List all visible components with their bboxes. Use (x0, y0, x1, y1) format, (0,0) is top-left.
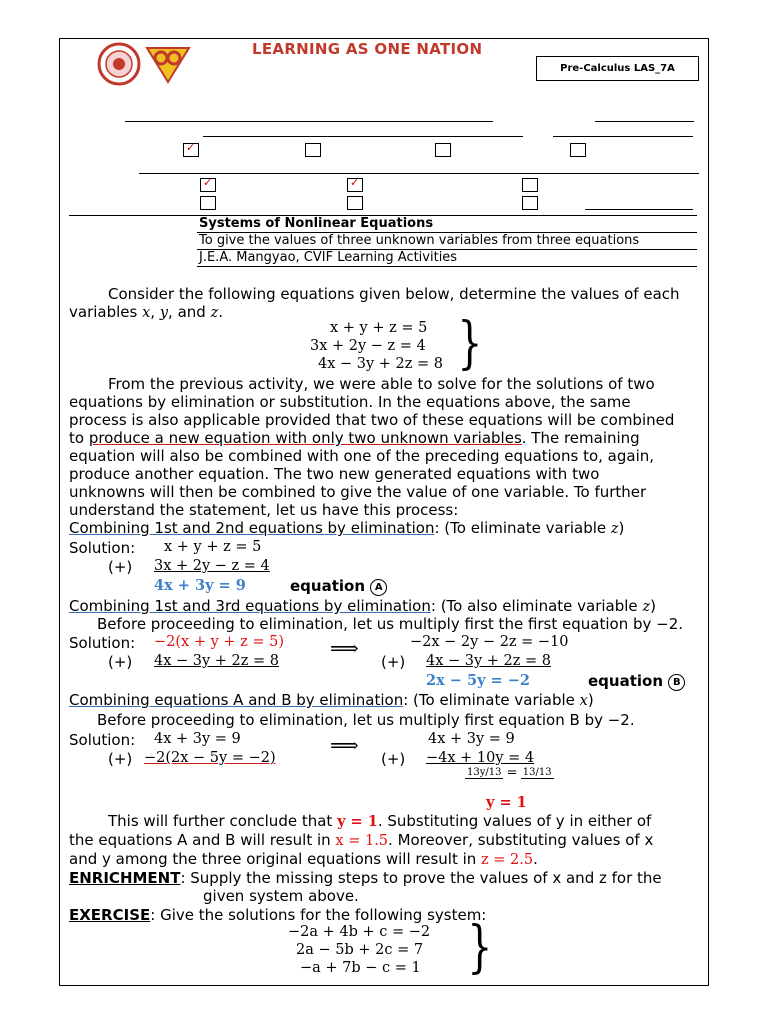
system-eq-3: 4x − 3y + 2z = 8 (318, 356, 444, 372)
intro-line-1: Consider the following equations given below, determine the values of each (108, 285, 680, 303)
exercise-brace: } (467, 915, 493, 980)
checkbox[interactable] (435, 143, 451, 157)
step2-plus-right: (+) (381, 653, 406, 671)
step3-left-2: −2(2x − 5y = −2) (144, 750, 276, 766)
form-line (553, 136, 693, 137)
topic-text: Systems of Nonlinear Equations (199, 216, 434, 231)
step3-result: y = 1 (486, 794, 527, 811)
step3-left-1: 4x + 3y = 9 (154, 731, 241, 747)
para2-line-8: understand the statement, let us have this process: (69, 501, 459, 519)
checkbox[interactable] (305, 143, 321, 157)
step1-result: 4x + 3y = 9 (154, 577, 246, 594)
step1-result-label: equation A (290, 577, 387, 596)
exercise-line: EXERCISE: Give the solutions for the following system: (69, 906, 487, 924)
checkbox[interactable] (347, 178, 363, 192)
info-line (197, 266, 697, 267)
step2-solution-label: Solution: (69, 634, 136, 652)
para2-line-4: to produce a new equation with only two unknown variables. The remaining (69, 429, 640, 447)
step3-right-2: −4x + 10y = 4 (426, 750, 535, 766)
step2-heading: Combining 1st and 3rd equations by elimination: (To also eliminate variable z) (69, 597, 656, 615)
para2-line-7: unknowns will then be combined to give the value of one variable. To further (69, 483, 647, 501)
exercise-eq-1: −2a + 4b + c = −2 (288, 924, 431, 940)
checkbox[interactable] (200, 178, 216, 192)
conclusion-line-2: the equations A and B will result in x = 1.5. Moreover, substituting values of x (69, 831, 654, 849)
step2-left-2: 4x − 3y + 2z = 8 (154, 653, 280, 669)
step3-arrow: ⟹ (330, 733, 359, 757)
para2-line-6: produce another equation. The two new generated equations with two (69, 465, 600, 483)
step1-eq-1: x + y + z = 5 (164, 539, 262, 555)
header-title: LEARNING AS ONE NATION (252, 40, 483, 58)
checkbox[interactable] (522, 178, 538, 192)
checkbox[interactable] (183, 143, 199, 157)
para2-line-2: equations by elimination or substitution. In the equations above, the same (69, 393, 631, 411)
form-line (203, 136, 523, 137)
step3-right-1: 4x + 3y = 9 (428, 731, 515, 747)
step3-plus-left: (+) (108, 750, 133, 768)
step3-heading: Combining equations A and B by elimination: (To eliminate variable x) (69, 691, 594, 709)
para2-line-1: From the previous activity, we were able to solve for the solutions of two (108, 375, 655, 393)
code-box: Pre-Calculus LAS_7A (536, 56, 699, 81)
conclusion-line-3: and y among the three original equations will result in z = 2.5. (69, 850, 538, 868)
step2-result: 2x − 5y = −2 (426, 672, 530, 689)
school-seal-logo (97, 42, 195, 86)
checkbox[interactable] (522, 196, 538, 210)
step2-arrow: ⟹ (330, 636, 359, 660)
para2-line-5: equation will also be combined with one of the preceding equations to, again, (69, 447, 655, 465)
system-eq-2: 3x + 2y − z = 4 (310, 338, 426, 354)
para2-line-3: process is also applicable provided that two of these equations will be combined (69, 411, 675, 429)
step2-intro: Before proceeding to elimination, let us multiply first the first equation by −2. (97, 615, 684, 633)
system-brace: } (457, 311, 483, 376)
intro-line-2: variables x, y, and z. (69, 303, 223, 321)
system-eq-1: x + y + z = 5 (330, 320, 428, 336)
step3-fraction: 13y/13 = 13/13 (467, 765, 552, 781)
form-line (595, 121, 694, 122)
step2-left-1: −2(x + y + z = 5) (154, 634, 285, 650)
form-line (139, 173, 699, 174)
step3-intro: Before proceeding to elimination, let us multiply first equation B by −2. (97, 711, 635, 729)
exercise-eq-2: 2a − 5b + 2c = 7 (296, 942, 424, 958)
step1-solution-label: Solution: (69, 539, 136, 557)
source-text: J.E.A. Mangyao, CVIF Learning Activities (199, 250, 458, 265)
objective-text: To give the values of three unknown variables from three equations (199, 233, 640, 248)
step1-heading: Combining 1st and 2nd equations by elimination: (To eliminate variable z) (69, 519, 625, 537)
form-line (585, 209, 693, 210)
step2-plus-left: (+) (108, 653, 133, 671)
step1-plus: (+) (108, 558, 133, 576)
step2-right-2: 4x − 3y + 2z = 8 (426, 653, 552, 669)
checkbox[interactable] (200, 196, 216, 210)
step3-plus-right: (+) (381, 750, 406, 768)
enrichment-line-1: ENRICHMENT: Supply the missing steps to prove the values of x and z for the (69, 869, 662, 887)
form-line (125, 121, 493, 122)
exercise-eq-3: −a + 7b − c = 1 (300, 960, 421, 976)
step2-right-1: −2x − 2y − 2z = −10 (410, 634, 569, 650)
checkbox[interactable] (347, 196, 363, 210)
step3-solution-label: Solution: (69, 731, 136, 749)
checkbox[interactable] (570, 143, 586, 157)
step2-result-label: equation B (588, 672, 685, 691)
enrichment-line-2: given system above. (203, 887, 359, 905)
step1-eq-2: 3x + 2y − z = 4 (154, 558, 270, 574)
conclusion-line-1: This will further conclude that y = 1. Substituting values of y in either of (108, 812, 652, 830)
